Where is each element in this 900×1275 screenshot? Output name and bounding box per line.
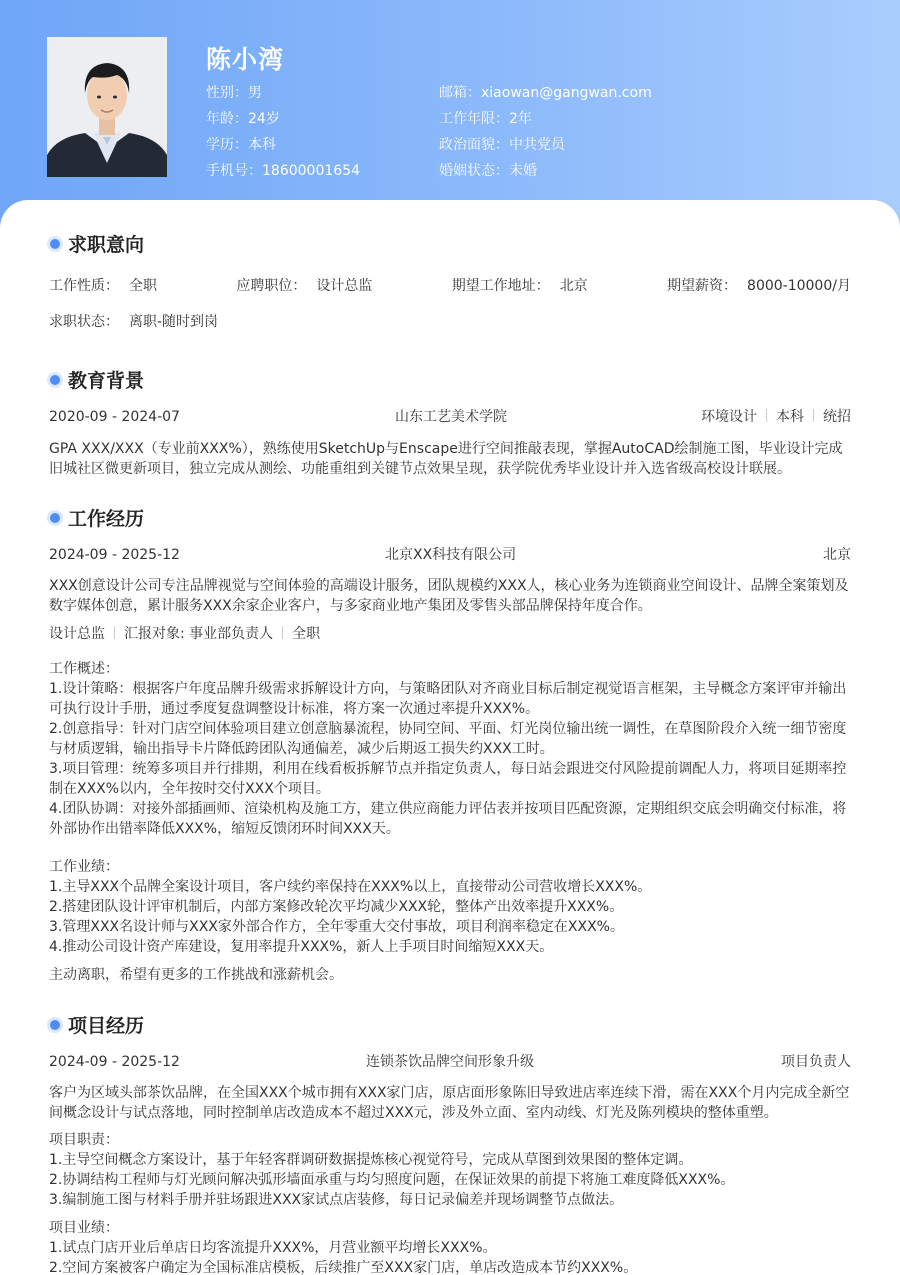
intent-row bbox=[49, 276, 851, 296]
education-tags: 环境设计 本科 统招 bbox=[701, 409, 851, 425]
section-bullet-icon bbox=[50, 239, 60, 249]
section-bullet-icon bbox=[50, 513, 60, 523]
education-header-row bbox=[49, 407, 851, 427]
work-leave-reason: 主动离职，希望有更多的工作挑战和涨薪机会。 bbox=[49, 967, 343, 983]
list-item: 3.编制施工图与材料手册并驻场跟进XXX家试点店装修，每日记录偏差并现场调整节点做法。 bbox=[49, 1192, 624, 1208]
list-item: 3.管理XXX名设计师与XXX家外部合作方，全年零重大交付事故，项目利润率稳定在XXX%。 bbox=[49, 919, 624, 935]
project-description: 客户为区域头部茶饮品牌，在全国XXX个城市拥有XXX家门店，原店面形象陈旧导致进店率连续下滑，需在XXX个月内完成全新空间概念设计与试点落地，同时控制单店改造成本不超过XXX元，涉及外立面、室内动线、灯光及陈列模块的整体重塑。 bbox=[49, 1085, 850, 1121]
list-item: 2.搭建团队设计评审机制后，内部方案修改轮次平均减少XXX轮，整体产出效率提升XXX%。 bbox=[49, 899, 624, 915]
intent-status: 求职状态： 离职-随时到岗 bbox=[49, 314, 219, 330]
project-duties: 项目职责： 1.主导空间概念方案设计，基于年轻客群调研数据提炼核心视觉符号，完成从草图到效果图的整体定调。 2.协调结构工程师与灯光顾问解决弧形墙面承重与均匀照度问题，在保证效果的前提下将施工难度降低XXX%。 3.编制施工图与材料手册并驻场跟进XXX家试点店装修，每日记录偏差并现场调整节点做法。 bbox=[49, 1130, 851, 1210]
list-item: 1.主导XXX个品牌全案设计项目，客户续约率保持在XXX%以上，直接带动公司营收增长XXX%。 bbox=[49, 879, 652, 895]
section-work: 工作经历 bbox=[50, 504, 144, 531]
list-item: 1.试点门店开业后单店日均客流提升XXX%，月营业额平均增长XXX%。 bbox=[49, 1240, 497, 1256]
section-job-intent: 求职意向 bbox=[50, 230, 144, 257]
marital-info: 婚姻状态：未婚 bbox=[439, 163, 537, 179]
project-period: 2024-09 - 2025-12 bbox=[49, 1054, 180, 1070]
list-item: 3.项目管理：统筹多项目并行排期，利用在线看板拆解节点并指定负责人，每日站会跟进交付风险提前调配人力，将项目延期率控制在XXX%以内，全年按时交付XXX个项目。 bbox=[49, 761, 847, 797]
project-results: 项目业绩： 1.试点门店开业后单店日均客流提升XXX%，月营业额平均增长XXX%。 2.空间方案被客户确定为全国标准店模板，后续推广至XXX家门店，单店改造成本节约XXX%。 bbox=[49, 1218, 851, 1275]
work-tags: 设计总监 汇报对象: 事业部负责人 全职 bbox=[49, 626, 321, 642]
education-description: GPA XXX/XXX（专业前XXX%），熟练使用SketchUp与Enscape进行空间推敲表现，掌握AutoCAD绘制施工图，毕业设计完成旧城社区微更新项目，独立完成从测绘、功能重组到关键节点效果呈现，获学院优秀毕业设计并入选省级高校设计联展。 bbox=[49, 441, 843, 477]
section-education: 教育背景 bbox=[50, 366, 144, 393]
education-period: 2020-09 - 2024-07 bbox=[49, 409, 180, 425]
section-bullet-icon bbox=[50, 375, 60, 385]
project-header-row bbox=[49, 1052, 851, 1072]
work-city: 北京 bbox=[823, 547, 851, 563]
section-project: 项目经历 bbox=[50, 1011, 144, 1038]
work-period: 2024-09 - 2025-12 bbox=[49, 547, 180, 563]
list-item: 4.推动公司设计资产库建设，复用率提升XXX%，新人上手项目时间缩短XXX天。 bbox=[49, 939, 554, 955]
avatar-photo bbox=[47, 37, 167, 177]
work-overview: 工作概述： 1.设计策略：根据客户年度品牌升级需求拆解设计方向，与策略团队对齐商业目标后制定视觉语言框架，主导概念方案评审并输出可执行设计手册，通过季度复盘调整设计标准，将方案一次通过率提升XXX%。 2.创意指导：针对门店空间体验项目建立创意脑暴流程，协同空间、平面、灯光岗位输出统一调性，在草图阶段介入统一细节密度与材质逻辑，输出指导卡片降低跨团队沟通偏差，减少后期返工损失约XXX工时。 3.项目管理：统筹多项目并行排期，利用在线看板拆解节点并指定负责人，每日站会跟进交付风险提前调配人力，将项目延期率控制在XXX%以内，全年按时交付XXX个项目。 4.团队协调：对接外部插画师、渲染机构及施工方，建立供应商能力评估表并按项目匹配资源，定期组织交底会明确交付标准，将外部协作出错率降低XXX%，缩短反馈闭环时间XXX天。 bbox=[49, 659, 851, 839]
work-company-description: XXX创意设计公司专注品牌视觉与空间体验的高端设计服务，团队规模约XXX人，核心业务为连锁商业空间设计、品牌全案策划及数字媒体创意，累计服务XXX余家企业客户，与多家商业地产集团及零售头部品牌保持年度合作。 bbox=[49, 578, 849, 614]
gender-info: 性别：男 bbox=[206, 85, 262, 101]
intent-location: 期望工作地址： 北京 bbox=[451, 278, 588, 294]
intent-salary: 期望薪资： 8000-10000/月 bbox=[667, 278, 851, 294]
politics-info: 政治面貌：中共党员 bbox=[439, 137, 565, 153]
email-info: 邮箱：xiaowan@gangwan.com bbox=[439, 85, 652, 101]
section-bullet-icon bbox=[50, 1020, 60, 1030]
list-item: 2.创意指导：针对门店空间体验项目建立创意脑暴流程，协同空间、平面、灯光岗位输出统一调性，在草图阶段介入统一细节密度与材质逻辑，输出指导卡片降低跨团队沟通偏差，减少后期返工损失约XXX工时。 bbox=[49, 721, 847, 757]
list-item: 1.设计策略：根据客户年度品牌升级需求拆解设计方向，与策略团队对齐商业目标后制定视觉语言框架，主导概念方案评审并输出可执行设计手册，通过季度复盘调整设计标准，将方案一次通过率提升XXX%。 bbox=[49, 681, 847, 717]
education-school: 山东工艺美术学院 bbox=[395, 409, 507, 425]
work-company: 北京XX科技有限公司 bbox=[385, 547, 517, 563]
age-info: 年龄：24岁 bbox=[206, 111, 280, 127]
avatar-icon bbox=[47, 37, 167, 177]
education-info: 学历：本科 bbox=[206, 137, 276, 153]
list-item: 2.空间方案被客户确定为全国标准店模板，后续推广至XXX家门店，单店改造成本节约XXX%。 bbox=[49, 1260, 638, 1275]
work-years-info: 工作年限：2年 bbox=[439, 111, 532, 127]
project-role: 项目负责人 bbox=[781, 1054, 851, 1070]
list-item: 1.主导空间概念方案设计，基于年轻客群调研数据提炼核心视觉符号，完成从草图到效果图的整体定调。 bbox=[49, 1152, 693, 1168]
phone-info: 手机号：18600001654 bbox=[206, 163, 360, 179]
work-results: 工作业绩： 1.主导XXX个品牌全案设计项目，客户续约率保持在XXX%以上，直接带动公司营收增长XXX%。 2.搭建团队设计评审机制后，内部方案修改轮次平均减少XXX轮，整体产出效率提升XXX%。 3.管理XXX名设计师与XXX家外部合作方，全年零重大交付事故，项目利润率稳定在XXX%。 4.推动公司设计资产库建设，复用率提升XXX%，新人上手项目时间缩短XXX天。 bbox=[49, 857, 851, 957]
resume-header bbox=[0, 0, 900, 230]
list-item: 4.团队协调：对接外部插画师、渲染机构及施工方，建立供应商能力评估表并按项目匹配资源，定期组织交底会明确交付标准，将外部协作出错率降低XXX%，缩短反馈闭环时间XXX天。 bbox=[49, 801, 847, 837]
project-name: 连锁茶饮品牌空间形象升级 bbox=[366, 1054, 534, 1070]
intent-type: 工作性质： 全职 bbox=[49, 278, 157, 294]
list-item: 2.协调结构工程师与灯光顾问解决弧形墙面承重与均匀照度问题，在保证效果的前提下将施工难度降低XXX%。 bbox=[49, 1172, 735, 1188]
work-header-row bbox=[49, 545, 851, 565]
intent-position: 应聘职位： 设计总监 bbox=[236, 278, 373, 294]
resume-body bbox=[0, 200, 900, 1275]
candidate-name: 陈小湾 bbox=[206, 45, 285, 74]
